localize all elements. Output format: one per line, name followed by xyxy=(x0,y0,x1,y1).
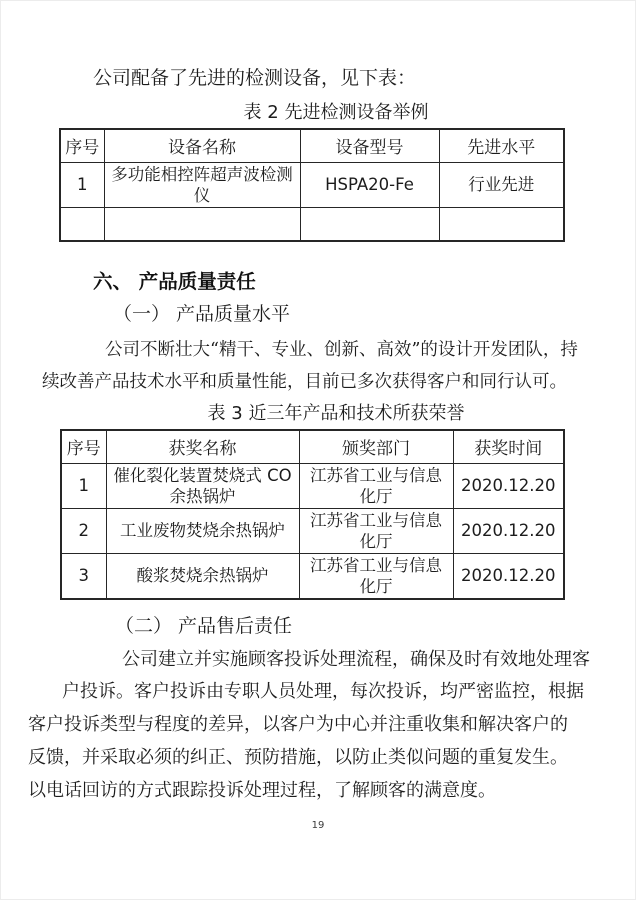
paragraph-line: 以电话回访的方式跟踪投诉处理过程，了解顾客的满意度。 xyxy=(28,780,496,801)
paragraph-line: 客户投诉类型与程度的差异，以客户为中心并注重收集和解决客户的 xyxy=(28,714,568,735)
intro-paragraph: 公司配备了先进的检测设备，见下表： xyxy=(93,67,417,89)
awards-table-title: 表 3 近三年产品和技术所获荣誉 xyxy=(207,403,465,424)
table-cell xyxy=(60,207,104,241)
table-header-cell: 设备型号 xyxy=(300,129,439,162)
section-heading: 六、 产品质量责任 xyxy=(93,270,256,293)
table-cell: 1 xyxy=(61,463,106,508)
table-cell: 1 xyxy=(60,162,104,207)
page-number: 19 xyxy=(311,820,325,831)
table-cell: 2 xyxy=(61,508,106,553)
table-header-cell: 设备名称 xyxy=(104,129,300,162)
table-header-row xyxy=(60,129,564,162)
table-row xyxy=(60,162,564,207)
table-header-cell: 获奖名称 xyxy=(106,430,299,463)
table-row xyxy=(60,207,564,241)
subsection-heading-quality: （一） 产品质量水平 xyxy=(113,303,291,325)
table-cell: 多功能相控阵超声波检测仪 xyxy=(104,162,300,207)
paragraph-line: 公司建立并实施顾客投诉处理流程，确保及时有效地处理客 xyxy=(122,649,590,670)
table-cell: 江苏省工业与信息化厅 xyxy=(299,463,453,508)
table-cell: 工业废物焚烧余热锅炉 xyxy=(106,508,299,553)
paragraph-line: 户投诉。客户投诉由专职人员处理，每次投诉，均严密监控，根据 xyxy=(62,681,584,702)
table-header-row xyxy=(61,430,564,463)
equipment-table-title: 表 2 先进检测设备举例 xyxy=(243,102,429,123)
table-header-cell: 先进水平 xyxy=(439,129,564,162)
table-cell: 催化裂化装置焚烧式 CO 余热锅炉 xyxy=(106,463,299,508)
table-cell: 江苏省工业与信息化厅 xyxy=(299,508,453,553)
table-row xyxy=(61,508,564,553)
table-cell: 2020.12.20 xyxy=(453,463,564,508)
table-row xyxy=(61,463,564,508)
table-cell xyxy=(104,207,300,241)
subsection-heading-aftersales: （二） 产品售后责任 xyxy=(115,615,293,637)
table-header-cell: 获奖时间 xyxy=(453,430,564,463)
table-cell xyxy=(300,207,439,241)
table-cell: HSPA20-Fe xyxy=(300,162,439,207)
table-cell: 江苏省工业与信息化厅 xyxy=(299,553,453,599)
table-row xyxy=(61,553,564,599)
paragraph-line: 反馈，并采取必须的纠正、预防措施，以防止类似问题的重复发生。 xyxy=(28,747,568,768)
awards-table xyxy=(60,429,565,600)
table-cell: 行业先进 xyxy=(439,162,564,207)
equipment-table xyxy=(59,128,565,242)
paragraph-line: 公司不断壮大“精干、专业、创新、高效”的设计开发团队，持 xyxy=(105,340,578,360)
table-cell: 2020.12.20 xyxy=(453,508,564,553)
table-cell xyxy=(439,207,564,241)
paragraph-line: 续改善产品技术水平和质量性能，目前已多次获得客户和同行认可。 xyxy=(42,372,567,392)
table-cell: 3 xyxy=(61,553,106,599)
table-cell: 酸浆焚烧余热锅炉 xyxy=(106,553,299,599)
table-header-cell: 颁奖部门 xyxy=(299,430,453,463)
table-header-cell: 序号 xyxy=(61,430,106,463)
table-header-cell: 序号 xyxy=(60,129,104,162)
table-cell: 2020.12.20 xyxy=(453,553,564,599)
